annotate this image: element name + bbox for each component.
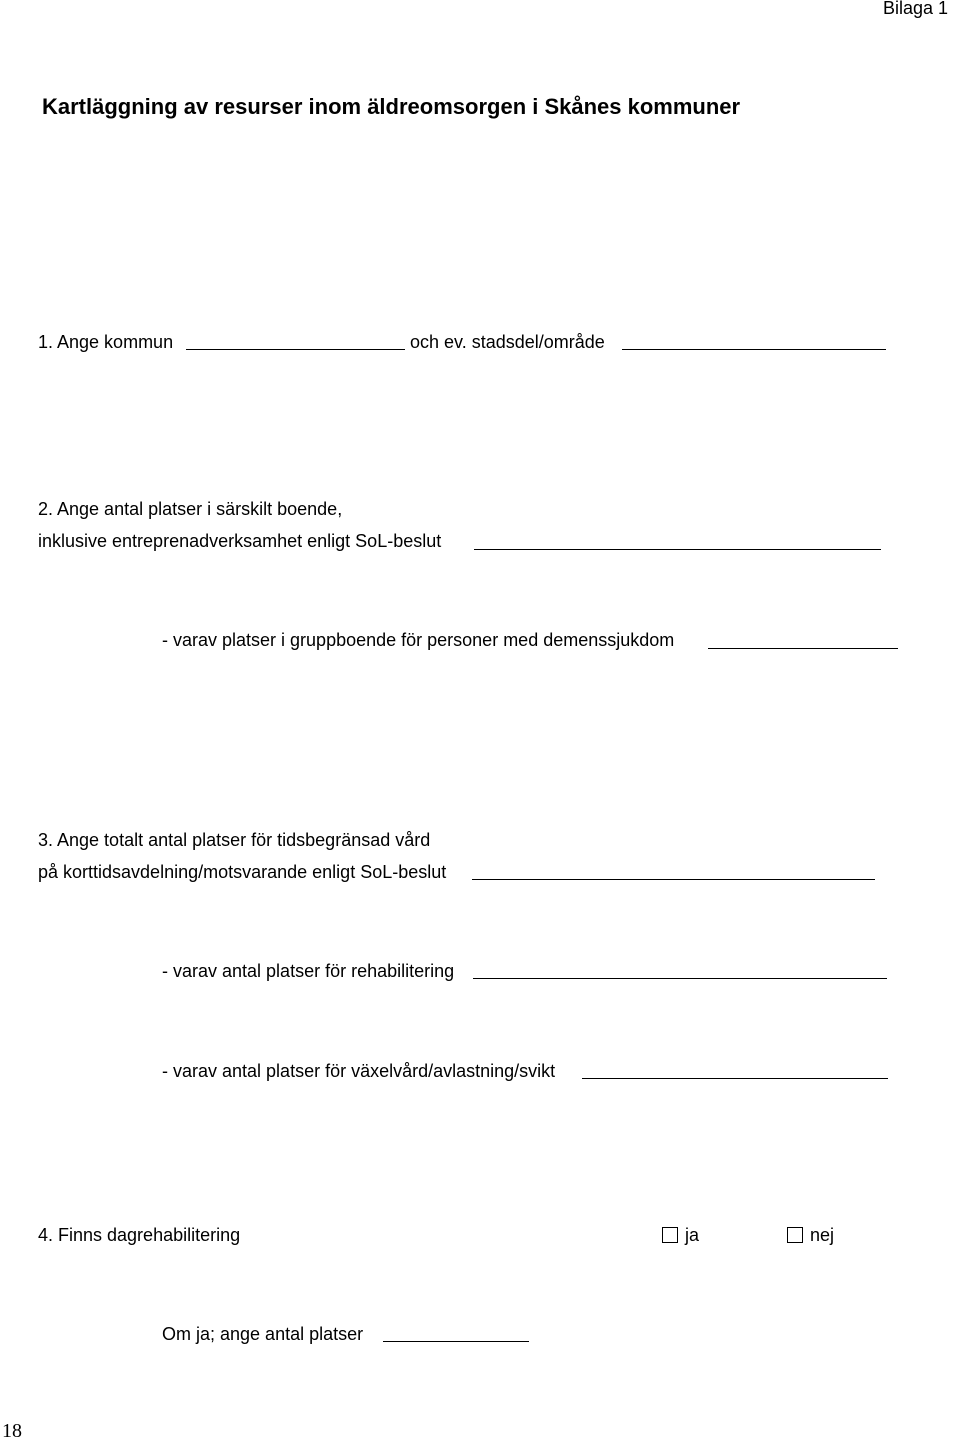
q3-total-field[interactable] bbox=[472, 879, 875, 880]
q4-no-label: nej bbox=[810, 1225, 835, 1245]
q3-respite-label: - varav antal platser för växelvård/avlastning/svikt bbox=[162, 1061, 556, 1081]
page-number: 18 bbox=[2, 1420, 22, 1442]
q4-no-checkbox[interactable] bbox=[787, 1227, 803, 1243]
q3-rehab-field[interactable] bbox=[473, 978, 887, 979]
q3-question-line1: 3. Ange totalt antal platser för tidsbegränsad vård bbox=[38, 830, 431, 850]
q2-total-field[interactable] bbox=[474, 549, 881, 550]
q3-rehab-label: - varav antal platser för rehabilitering bbox=[162, 961, 455, 981]
q2-dementia-label: - varav platser i gruppboende för personer med demenssjukdom bbox=[162, 630, 675, 650]
q2-dementia-field[interactable] bbox=[708, 648, 898, 649]
q2-question-line1: 2. Ange antal platser i särskilt boende, bbox=[38, 499, 343, 519]
document-title: Kartläggning av resurser inom äldreomsorgen i Skånes kommuner bbox=[42, 94, 741, 119]
q2-question-line2: inklusive entreprenadverksamhet enligt SoL-beslut bbox=[38, 531, 442, 551]
q4-question-label: 4. Finns dagrehabilitering bbox=[38, 1225, 241, 1245]
q3-respite-field[interactable] bbox=[582, 1078, 888, 1079]
q4-followup-field[interactable] bbox=[383, 1341, 529, 1342]
attachment-label: Bilaga 1 bbox=[882, 0, 948, 18]
q1-stadsdel-label: och ev. stadsdel/område bbox=[410, 332, 605, 352]
q4-followup-label: Om ja; ange antal platser bbox=[162, 1324, 364, 1344]
q1-kommun-label: 1. Ange kommun bbox=[38, 332, 174, 352]
q4-yes-checkbox[interactable] bbox=[662, 1227, 678, 1243]
q1-stadsdel-field[interactable] bbox=[622, 349, 886, 350]
q1-kommun-field[interactable] bbox=[186, 349, 405, 350]
q3-question-line2: på korttidsavdelning/motsvarande enligt SoL-beslut bbox=[38, 862, 447, 882]
q4-yes-label: ja bbox=[685, 1225, 700, 1245]
